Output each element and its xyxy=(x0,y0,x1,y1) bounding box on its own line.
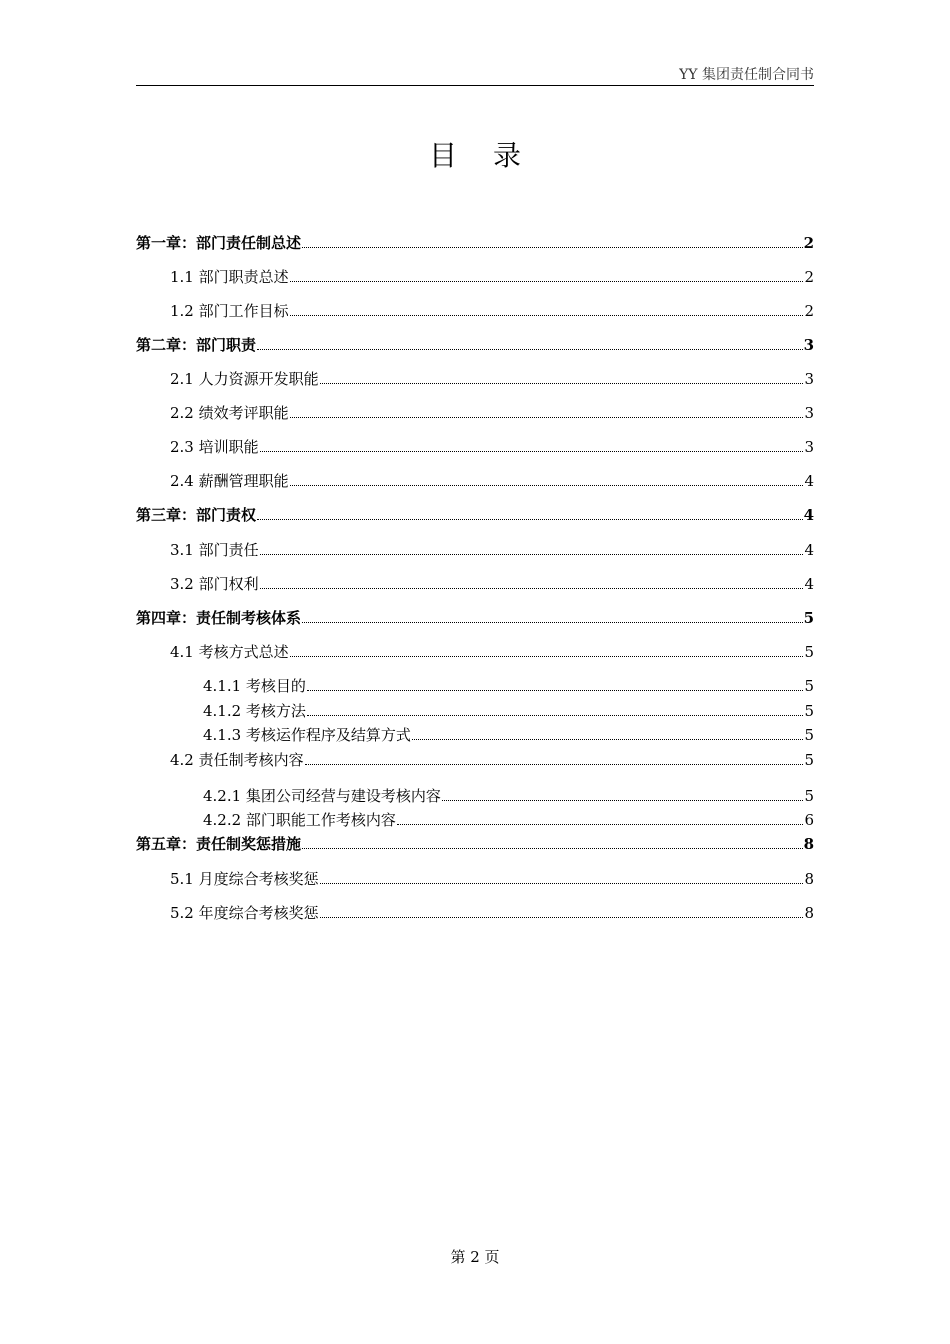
toc-entry-label: 4.1 考核方式总述 xyxy=(170,643,289,661)
toc-entry-page: 3 xyxy=(804,404,814,422)
toc-dot-leader xyxy=(257,349,803,350)
toc-entry-label: 3.2 部门权利 xyxy=(170,575,259,593)
toc-entry-page: 5 xyxy=(804,643,814,661)
toc-entry[interactable] xyxy=(136,435,814,457)
toc-entry-page: 5 xyxy=(804,702,814,720)
toc-entry[interactable] xyxy=(136,503,814,525)
toc-dot-leader xyxy=(302,622,803,623)
running-header: YY 集团责任制合同书 xyxy=(679,67,814,83)
toc-entry[interactable] xyxy=(136,808,814,830)
toc-dot-leader xyxy=(307,690,804,691)
toc-entry-page: 4 xyxy=(804,575,814,593)
toc-entry-label: 4.1.2 考核方法 xyxy=(203,702,306,720)
toc-entry-page: 6 xyxy=(804,811,814,829)
toc-dot-leader xyxy=(302,848,803,849)
toc-dot-leader xyxy=(260,588,804,589)
toc-entry-label: 2.1 人力资源开发职能 xyxy=(170,370,319,388)
toc-dot-leader xyxy=(290,315,804,316)
header-divider xyxy=(136,85,814,86)
toc-entry-page: 4 xyxy=(803,506,814,524)
toc-entry-label: 5.2 年度综合考核奖惩 xyxy=(170,904,319,922)
toc-entry[interactable] xyxy=(136,723,814,745)
toc-dot-leader xyxy=(290,656,804,657)
toc-entry[interactable] xyxy=(136,367,814,389)
toc-entry-page: 8 xyxy=(804,904,814,922)
toc-title: 目录 xyxy=(428,139,557,172)
toc-entry-page: 3 xyxy=(804,438,814,456)
toc-entry-label: 4.2 责任制考核内容 xyxy=(170,751,304,769)
toc-dot-leader xyxy=(302,247,803,248)
toc-entry-label: 4.1.3 考核运作程序及结算方式 xyxy=(203,726,411,744)
toc-entry-label: 3.1 部门责任 xyxy=(170,541,259,559)
toc-entry-label: 4.2.2 部门职能工作考核内容 xyxy=(203,811,396,829)
toc-entry[interactable] xyxy=(136,674,814,696)
toc-entry-page: 5 xyxy=(803,609,814,627)
toc-entry[interactable] xyxy=(136,640,814,662)
toc-entry[interactable] xyxy=(136,265,814,287)
toc-entry[interactable] xyxy=(136,401,814,423)
toc-entry-page: 8 xyxy=(803,835,814,853)
toc-entry-label: 1.1 部门职责总述 xyxy=(170,268,289,286)
toc-dot-leader xyxy=(257,519,803,520)
toc-entry-label: 第一章：部门责任制总述 xyxy=(136,234,302,252)
toc-entry-label: 第三章：部门责权 xyxy=(136,506,257,524)
toc-entry-page: 5 xyxy=(804,726,814,744)
toc-entry[interactable] xyxy=(136,572,814,594)
toc-entry-page: 5 xyxy=(804,751,814,769)
toc-entry-label: 2.2 绩效考评职能 xyxy=(170,404,289,422)
toc-entry[interactable] xyxy=(136,784,814,806)
toc-entry-page: 2 xyxy=(803,234,814,252)
toc-dot-leader xyxy=(290,281,804,282)
toc-entry-label: 5.1 月度综合考核奖惩 xyxy=(170,870,319,888)
toc-entry[interactable] xyxy=(136,538,814,560)
toc-entry-page: 3 xyxy=(804,370,814,388)
toc-entry-page: 2 xyxy=(804,302,814,320)
toc-entry-page: 4 xyxy=(804,541,814,559)
page-number: 第 2 页 xyxy=(450,1248,500,1266)
toc-entry-page: 5 xyxy=(804,787,814,805)
toc-dot-leader xyxy=(320,883,804,884)
toc-entry-page: 2 xyxy=(804,268,814,286)
toc-entry[interactable] xyxy=(136,299,814,321)
toc-dot-leader xyxy=(290,417,804,418)
toc-dot-leader xyxy=(305,764,804,765)
toc-entry-page: 8 xyxy=(804,870,814,888)
toc-dot-leader xyxy=(260,451,804,452)
toc-entry-label: 第二章：部门职责 xyxy=(136,336,257,354)
toc-entry[interactable] xyxy=(136,867,814,889)
toc-entry-label: 第五章：责任制奖惩措施 xyxy=(136,835,302,853)
toc-entry-label: 4.2.1 集团公司经营与建设考核内容 xyxy=(203,787,441,805)
toc-entry-label: 1.2 部门工作目标 xyxy=(170,302,289,320)
toc-entry[interactable] xyxy=(136,606,814,628)
toc-dot-leader xyxy=(260,554,804,555)
toc-entry-label: 4.1.1 考核目的 xyxy=(203,677,306,695)
toc-entry[interactable] xyxy=(136,699,814,721)
toc-dot-leader xyxy=(290,485,804,486)
toc-entry-label: 2.4 薪酬管理职能 xyxy=(170,472,289,490)
toc-dot-leader xyxy=(412,739,804,740)
toc-dot-leader xyxy=(442,800,804,801)
toc-entry[interactable] xyxy=(136,748,814,770)
toc-entry-page: 5 xyxy=(804,677,814,695)
toc-entry-page: 4 xyxy=(804,472,814,490)
toc-entry[interactable] xyxy=(136,901,814,923)
toc-entry[interactable] xyxy=(136,469,814,491)
toc-entry[interactable] xyxy=(136,832,814,854)
toc-dot-leader xyxy=(307,715,804,716)
toc-dot-leader xyxy=(320,917,804,918)
toc-dot-leader xyxy=(397,824,804,825)
toc-entry-label: 第四章：责任制考核体系 xyxy=(136,609,302,627)
toc-entry[interactable] xyxy=(136,231,814,253)
toc-entry[interactable] xyxy=(136,333,814,355)
toc-entry-page: 3 xyxy=(803,336,814,354)
toc-entry-label: 2.3 培训职能 xyxy=(170,438,259,456)
toc-dot-leader xyxy=(320,383,804,384)
